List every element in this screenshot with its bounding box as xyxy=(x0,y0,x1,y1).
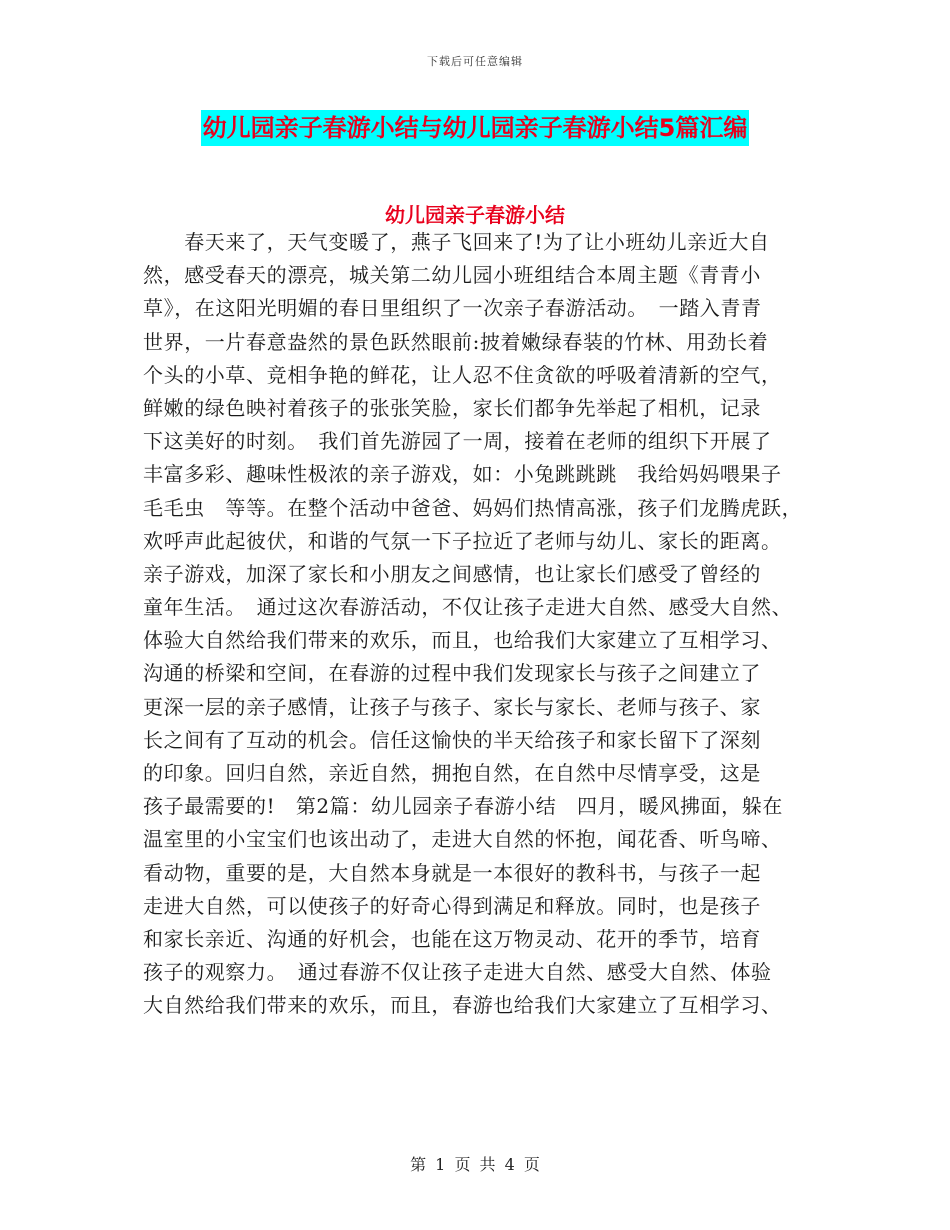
body-line: 沟通的桥梁和空间，在春游的过程中我们发现家长与孩子之间建立了 xyxy=(143,661,761,686)
body-line: 童年生活。 通过这次春游活动，不仅让孩子走进大自然、感受大自然、 xyxy=(143,595,793,620)
page-footer: 第 1 页 共 4 页 xyxy=(410,1155,540,1174)
main-title-container xyxy=(0,110,950,146)
body-line: 鲜嫩的绿色映衬着孩子的张张笑脸，家长们都争先举起了相机，记录 xyxy=(143,395,761,420)
body-line: 毛毛虫 等等。在整个活动中爸爸、妈妈们热情高涨，孩子们龙腾虎跃， xyxy=(143,495,803,520)
body-line: 和家长亲近、沟通的好机会，也能在这万物灵动、花开的季节，培育 xyxy=(143,926,761,951)
body-line: 更深一层的亲子感情，让孩子与孩子、家长与家长、老师与孩子、家 xyxy=(143,694,761,719)
body-line: 孩子最需要的! 第2篇：幼儿园亲子春游小结 四月，暖风拂面，躲在 xyxy=(143,794,783,819)
body-line: 个头的小草、竞相争艳的鲜花，让人忍不住贪欲的呼吸着清新的空气， xyxy=(143,362,782,387)
body-line: 孩子的观察力。 通过春游不仅让孩子走进大自然、感受大自然、体验 xyxy=(143,960,772,985)
body-line: 大自然给我们带来的欢乐，而且，春游也给我们大家建立了互相学习、 xyxy=(143,993,782,1018)
body-line: 长之间有了互动的机会。信任这愉快的半天给孩子和家长留下了深刻 xyxy=(143,727,761,752)
body-line: 欢呼声此起彼伏，和谐的气氛一下子拉近了老师与幼儿、家长的距离。 xyxy=(143,528,782,553)
header-note: 下载后可任意编辑 xyxy=(427,55,523,68)
body-line: 看动物，重要的是，大自然本身就是一本很好的教科书，与孩子一起 xyxy=(143,860,761,885)
body-line: 世界，一片春意盎然的景色跃然眼前:披着嫩绿春装的竹林、用劲长着 xyxy=(143,329,769,354)
body-line: 下这美好的时刻。 我们首先游园了一周，接着在老师的组织下开展了 xyxy=(143,429,772,454)
body-line: 丰富多彩、趣味性极浓的亲子游戏，如：小兔跳跳跳 我给妈妈喂果子 xyxy=(143,462,782,487)
body-line: 亲子游戏，加深了家长和小朋友之间感情，也让家长们感受了曾经的 xyxy=(143,561,761,586)
section-title: 幼儿园亲子春游小结 xyxy=(385,203,565,227)
body-line: 体验大自然给我们带来的欢乐，而且，也给我们大家建立了互相学习、 xyxy=(143,628,782,653)
body-line: 温室里的小宝宝们也该出动了，走进大自然的怀抱，闻花香、听鸟啼、 xyxy=(143,827,782,852)
main-title: 幼儿园亲子春游小结与幼儿园亲子春游小结5篇汇编 xyxy=(201,110,750,146)
body-line: 走进大自然，可以使孩子的好奇心得到满足和释放。同时，也是孩子 xyxy=(143,893,761,918)
body-line: 草》，在这阳光明媚的春日里组织了一次亲子春游活动。 一踏入青青 xyxy=(143,296,762,321)
body-text xyxy=(143,226,823,1023)
body-line: 春天来了，天气变暖了，燕子飞回来了!为了让小班幼儿亲近大自 xyxy=(143,230,770,254)
body-line: 的印象。回归自然，亲近自然，拥抱自然，在自然中尽情享受，这是 xyxy=(143,761,761,785)
body-line: 然，感受春天的漂亮，城关第二幼儿园小班组结合本周主题《青青小 xyxy=(143,263,761,288)
